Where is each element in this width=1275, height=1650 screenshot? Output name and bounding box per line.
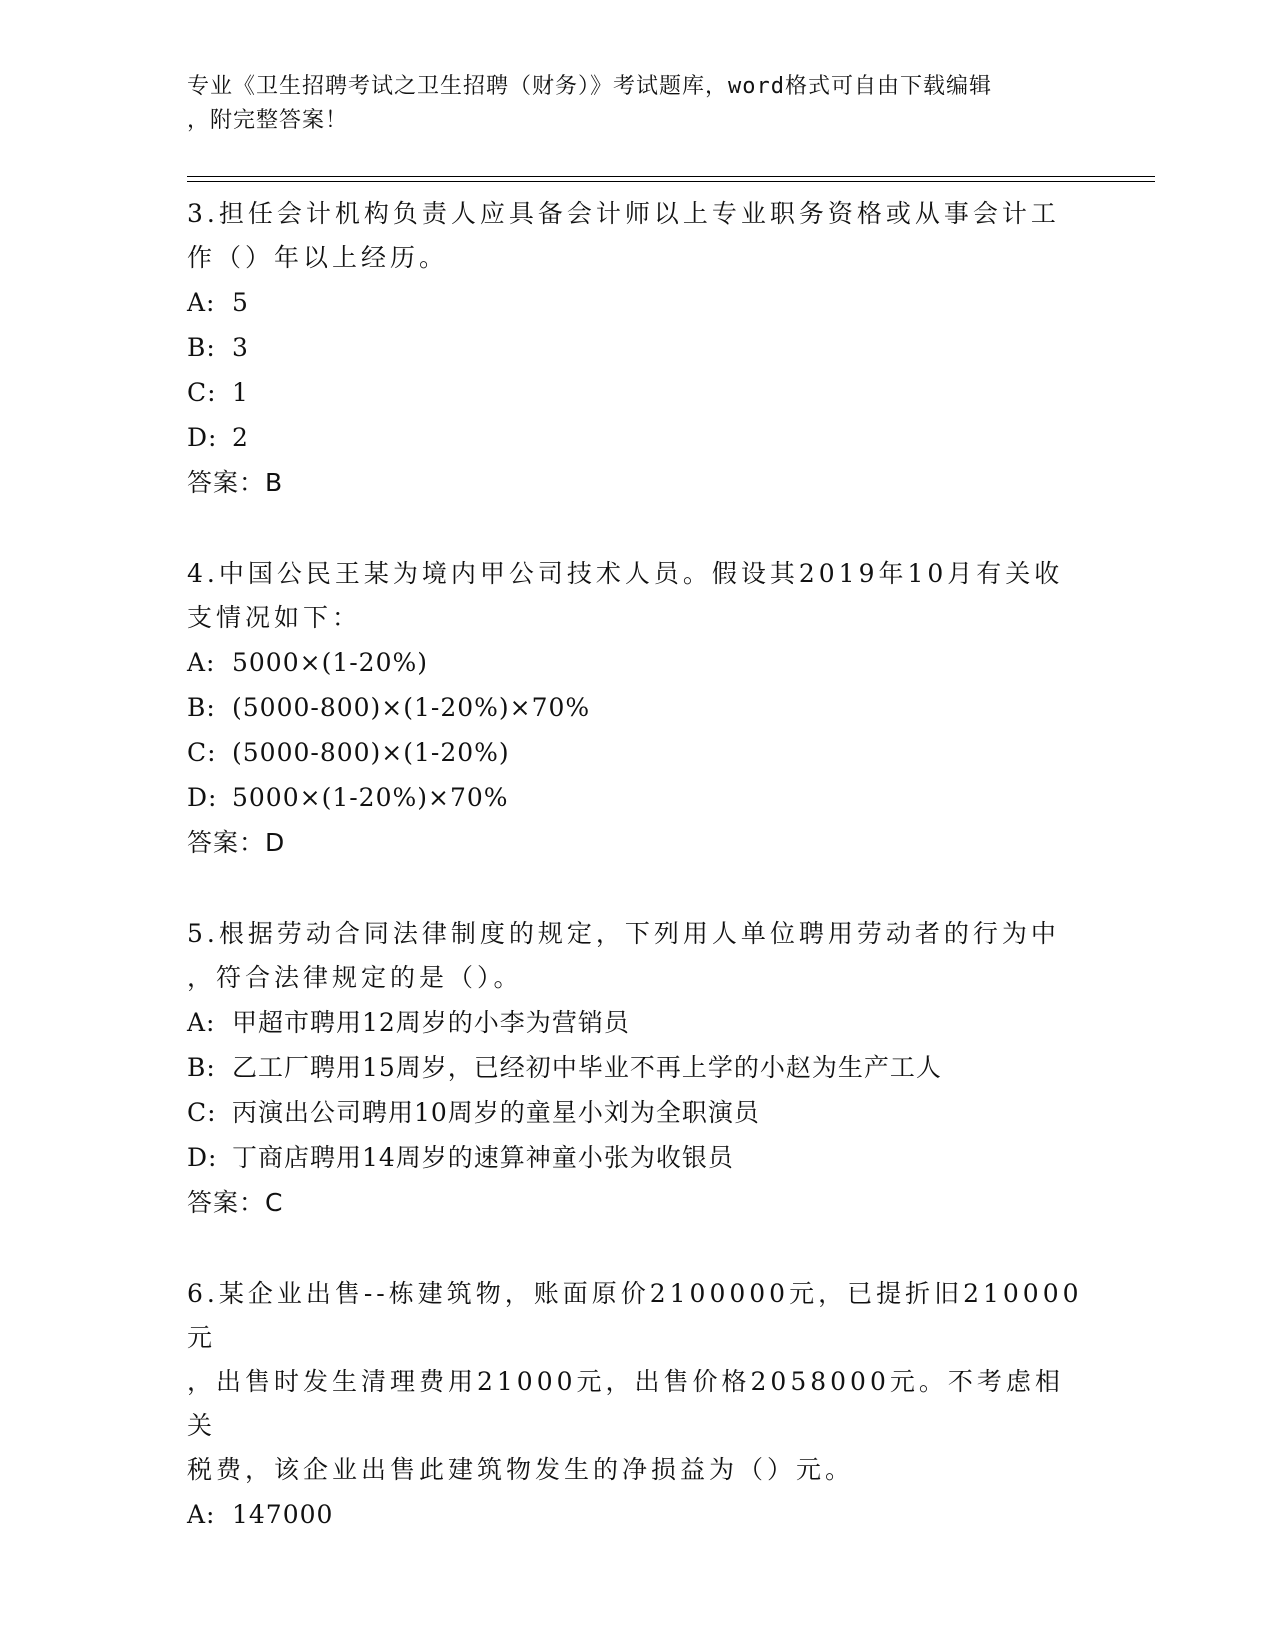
- question-text-line: 5.根据劳动合同法律制度的规定，下列用人单位聘用劳动者的行为中: [187, 919, 1060, 948]
- answer: 答案：C: [187, 1188, 284, 1217]
- answer: 答案：B: [187, 468, 284, 497]
- question-text-line: ，符合法律规定的是（）。: [187, 963, 523, 992]
- option-text: 1: [232, 378, 249, 407]
- option-label: A:: [187, 1500, 216, 1529]
- option-d: [187, 415, 1087, 460]
- option-text: 丙演出公司聘用10周岁的童星小刘为全职演员: [232, 1098, 760, 1127]
- option-c: [187, 1090, 1087, 1135]
- option-text: 5: [232, 288, 249, 317]
- option-a: [187, 1000, 1087, 1045]
- question-text-line: ，出售时发生清理费用21000元，出售价格2058000元。不考虑相关: [187, 1367, 1064, 1440]
- option-b: [187, 1045, 1087, 1090]
- option-label: B:: [187, 333, 216, 362]
- question-text-line: 支情况如下：: [187, 603, 362, 632]
- question-5: [187, 912, 1087, 1225]
- option-text: 5000×(1-20%): [232, 648, 428, 677]
- option-text: 3: [232, 333, 249, 362]
- option-label: C:: [187, 1098, 217, 1127]
- header-rule-bottom: [187, 181, 1155, 182]
- answer: 答案：D: [187, 828, 286, 857]
- option-label: A:: [187, 648, 216, 677]
- option-text: 甲超市聘用12周岁的小李为营销员: [232, 1008, 630, 1037]
- option-label: B:: [187, 1053, 216, 1082]
- option-a: [187, 640, 1087, 685]
- option-text: (5000-800)×(1-20%): [232, 738, 510, 767]
- option-text: 5000×(1-20%)×70%: [232, 783, 509, 812]
- question-text-line: 作（）年以上经历。: [187, 243, 449, 272]
- header-line-2: ，附完整答案！: [187, 108, 349, 133]
- option-label: D:: [187, 783, 218, 812]
- question-4: [187, 552, 1087, 865]
- option-text: 乙工厂聘用15周岁，已经初中毕业不再上学的小赵为生产工人: [232, 1053, 942, 1082]
- header-line-1: 专业《卫生招聘考试之卫生招聘（财务）》考试题库，word格式可自由下载编辑: [187, 74, 992, 99]
- option-a: [187, 1492, 1087, 1537]
- option-b: [187, 685, 1087, 730]
- header-rule-top: [187, 176, 1155, 177]
- option-label: A:: [187, 1008, 216, 1037]
- option-label: A:: [187, 288, 216, 317]
- option-label: D:: [187, 423, 218, 452]
- option-label: C:: [187, 378, 217, 407]
- option-label: D:: [187, 1143, 218, 1172]
- option-b: [187, 325, 1087, 370]
- question-3: [187, 192, 1087, 505]
- question-text-line: 税费，该企业出售此建筑物发生的净损益为（）元。: [187, 1455, 855, 1484]
- option-a: [187, 280, 1087, 325]
- document-header: [187, 70, 1077, 138]
- question-list: [187, 192, 1087, 1584]
- option-label: C:: [187, 738, 217, 767]
- option-c: [187, 370, 1087, 415]
- option-text: 147000: [232, 1500, 334, 1529]
- question-6: [187, 1272, 1087, 1537]
- question-text-line: 4.中国公民王某为境内甲公司技术人员。假设其2019年10月有关收: [187, 559, 1064, 588]
- option-d: [187, 1135, 1087, 1180]
- question-text-line: 6.某企业出售--栋建筑物，账面原价2100000元，已提折旧210000元: [187, 1279, 1083, 1352]
- option-c: [187, 730, 1087, 775]
- option-label: B:: [187, 693, 216, 722]
- option-text: 2: [232, 423, 249, 452]
- option-d: [187, 775, 1087, 820]
- option-text: (5000-800)×(1-20%)×70%: [232, 693, 591, 722]
- option-text: 丁商店聘用14周岁的速算神童小张为收银员: [232, 1143, 734, 1172]
- question-text-line: 3.担任会计机构负责人应具备会计师以上专业职务资格或从事会计工: [187, 199, 1060, 228]
